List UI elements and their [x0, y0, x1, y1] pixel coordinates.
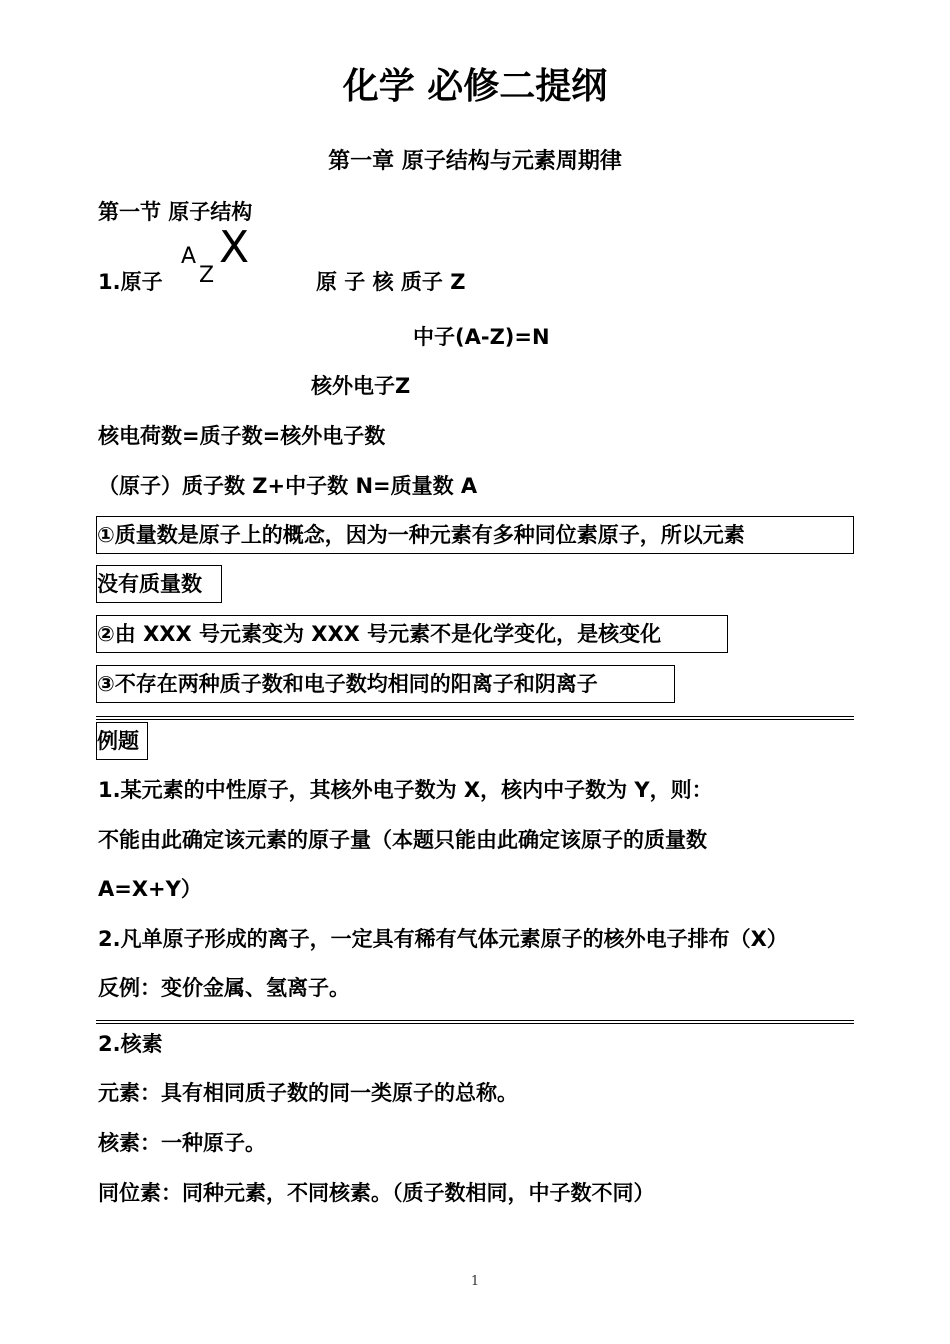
chapter-heading: 第一章 原子结构与元素周期律 [328, 149, 622, 174]
page-title: 化学 必修二提纲 [342, 66, 608, 107]
atom-label: 1.原子 [98, 270, 163, 294]
neutron-line: 中子(A-Z)=N [413, 325, 550, 349]
example-question-1: 1.某元素的中性原子，其核外电子数为 X，核内中子数为 Y，则： [98, 778, 713, 802]
divider [96, 1020, 854, 1024]
electron-line: 核外电子Z [311, 374, 411, 398]
section-heading: 第一节 原子结构 [98, 200, 253, 224]
mass-rule: （原子）质子数 Z+中子数 N=质量数 A [98, 474, 478, 498]
note-1-line-2: 没有质量数 [96, 565, 222, 603]
mass-number-symbol: A [181, 244, 197, 269]
nuclide-heading: 2.核素 [98, 1032, 163, 1056]
charge-rule: 核电荷数=质子数=核外电子数 [98, 424, 386, 448]
isotope-definition: 同位素：同种元素，不同核素。（质子数相同，中子数不同） [98, 1181, 655, 1205]
example-question-2: 2.凡单原子形成的离子，一定具有稀有气体元素原子的核外电子排布（X） [98, 927, 788, 951]
note-1-line-1: ①质量数是原子上的概念，因为一种元素有多种同位素原子，所以元素 [96, 516, 854, 554]
note-3: ③不存在两种质子数和电子数均相同的阳离子和阴离子 [96, 665, 675, 703]
example-answer-1a: 不能由此确定该元素的原子量（本题只能由此确定该原子的质量数 [98, 828, 707, 852]
nucleus-line: 原 子 核 质子 Z [316, 270, 466, 294]
atomic-number-symbol: Z [199, 263, 215, 288]
page-number: 1 [470, 1274, 480, 1289]
example-answer-1b: A=X+Y） [98, 877, 202, 901]
element-definition: 元素：具有相同质子数的同一类原子的总称。 [98, 1081, 518, 1105]
example-answer-2: 反例：变价金属、氢离子。 [98, 976, 350, 1000]
nuclide-definition: 核素：一种原子。 [98, 1131, 266, 1155]
examples-heading: 例题 [96, 722, 148, 760]
element-symbol: X [219, 222, 250, 273]
divider [96, 716, 854, 720]
note-2: ②由 XXX 号元素变为 XXX 号元素不是化学变化，是核变化 [96, 615, 728, 653]
